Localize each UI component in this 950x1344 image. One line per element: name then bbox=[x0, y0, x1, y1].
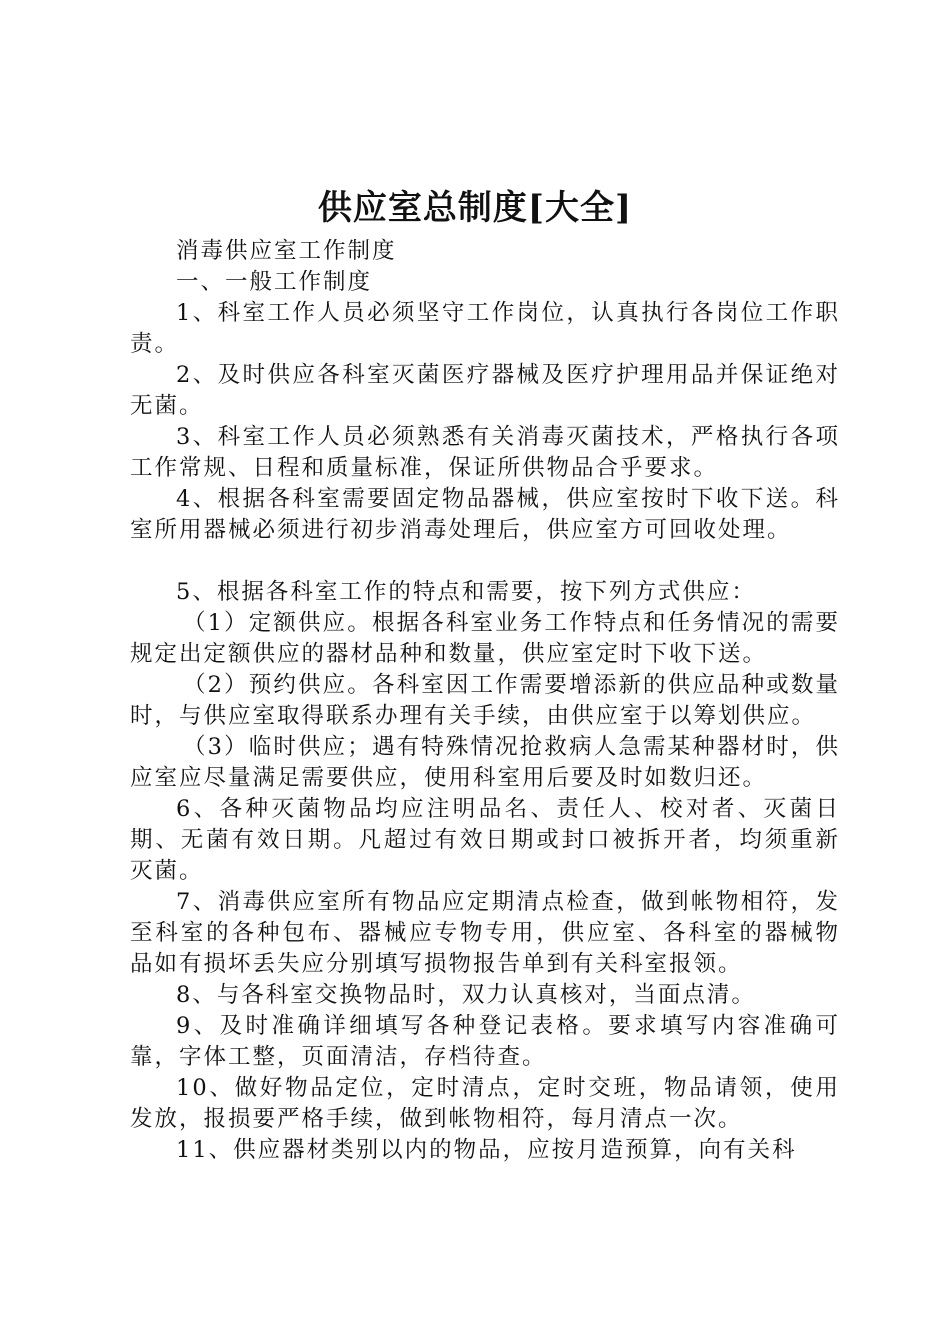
paragraph-item-6: 6、各种灭菌物品均应注明品名、责任人、校对者、灭菌日期、无菌有效日期。凡超过有效日期或封口被拆开者，均须重新灭菌。 bbox=[130, 796, 840, 884]
document-body bbox=[130, 236, 840, 1166]
paragraph-item-3: 3、科室工作人员必须熟悉有关消毒灭菌技术，严格执行各项工作常规、日程和质量标准，保证所供物品合乎要求。 bbox=[130, 424, 840, 481]
subsection-heading: 一、一般工作制度 bbox=[176, 269, 373, 295]
paragraph-sub-item-2: （2）预约供应。各科室因工作需要增添新的供应品种或数量时，与供应室取得联系办理有关手续，由供应室于以筹划供应。 bbox=[130, 672, 840, 729]
paragraph-sub-item-3: （3）临时供应；遇有特殊情况抢救病人急需某种器材时，供应室应尽量满足需要供应，使用科室用后要及时如数归还。 bbox=[130, 734, 840, 791]
paragraph-item-9: 9、及时准确详细填写各种登记表格。要求填写内容准确可靠，字体工整，页面清洁，存档待查。 bbox=[130, 1013, 840, 1070]
paragraph-item-1: 1、科室工作人员必须坚守工作岗位，认真执行各岗位工作职责。 bbox=[130, 300, 840, 357]
paragraph-item-7: 7、消毒供应室所有物品应定期清点检查，做到帐物相符，发至科室的各种包布、器械应专物专用，供应室、各科室的器械物品如有损坏丢失应分别填写损物报告单到有关科室报领。 bbox=[130, 889, 840, 977]
document-title: 供应室总制度[大全] bbox=[317, 188, 633, 228]
paragraph-item-11: 11、供应器材类别以内的物品，应按月造预算，向有关科 bbox=[176, 1137, 797, 1163]
blank-line bbox=[130, 546, 840, 577]
paragraph-item-4: 4、根据各科室需要固定物品器械，供应室按时下收下送。科室所用器械必须进行初步消毒处理后，供应室方可回收处理。 bbox=[130, 486, 840, 543]
section-heading: 消毒供应室工作制度 bbox=[176, 238, 397, 264]
paragraph-sub-item-1: （1）定额供应。根据各科室业务工作特点和任务情况的需要规定出定额供应的器材品种和数量，供应室定时下收下送。 bbox=[130, 610, 840, 667]
paragraph-item-2: 2、及时供应各科室灭菌医疗器械及医疗护理用品并保证绝对无菌。 bbox=[130, 362, 840, 419]
paragraph-item-10: 10、做好物品定位，定时清点，定时交班，物品请领，使用发放，报损要严格手续，做到帐物相符，每月清点一次。 bbox=[130, 1075, 840, 1132]
paragraph-item-5: 5、根据各科室工作的特点和需要，按下列方式供应： bbox=[176, 579, 756, 605]
paragraph-item-8: 8、与各科室交换物品时，双力认真核对，当面点清。 bbox=[176, 982, 756, 1008]
